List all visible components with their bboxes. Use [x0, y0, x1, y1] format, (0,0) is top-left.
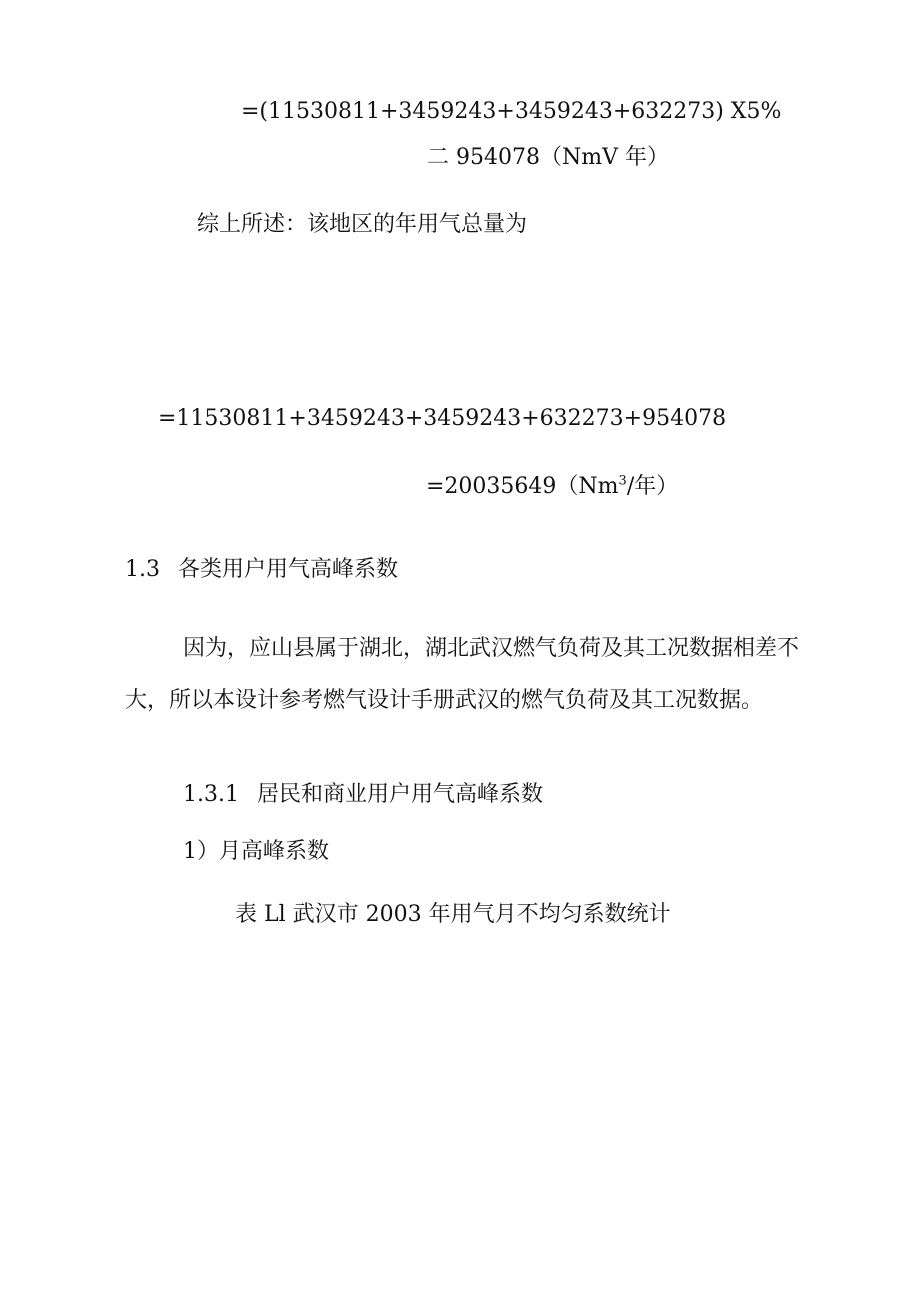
result-total-prefix: =20035649（Nm [426, 474, 619, 499]
list-item-monthly-peak: 1）月高峰系数 [183, 839, 329, 864]
result-total [426, 473, 678, 501]
section-heading-1-3-1 [183, 781, 543, 809]
result-total-suffix: /年） [626, 474, 679, 499]
section-title: 各类用户用气高峰系数 [178, 557, 399, 582]
summary-intro: 综上所述：该地区的年用气总量为 [197, 212, 528, 237]
result-total-superscript: 3 [618, 473, 627, 489]
formula-sum-times-5: =(11530811+3459243+3459243+632273) X5% [241, 99, 782, 124]
section-number: 1.3 [125, 557, 160, 582]
section-heading-1-3 [125, 556, 398, 584]
formula-total: =11530811+3459243+3459243+632273+954078 [158, 406, 727, 431]
body-paragraph: 因为，应山县属于湖北，湖北武汉燃气负荷及其工况数据相差不大，所以本设计参考燃气设计手册武汉的燃气负荷及其工况数据。 [125, 636, 800, 713]
table-caption: 表 Ll 武汉市 2003 年用气月不均匀系数统计 [235, 902, 671, 927]
section-title: 居民和商业用户用气高峰系数 [256, 782, 543, 807]
section-number: 1.3.1 [183, 782, 239, 807]
result-other-consumption: 二 954078（NmV 年） [427, 145, 669, 170]
